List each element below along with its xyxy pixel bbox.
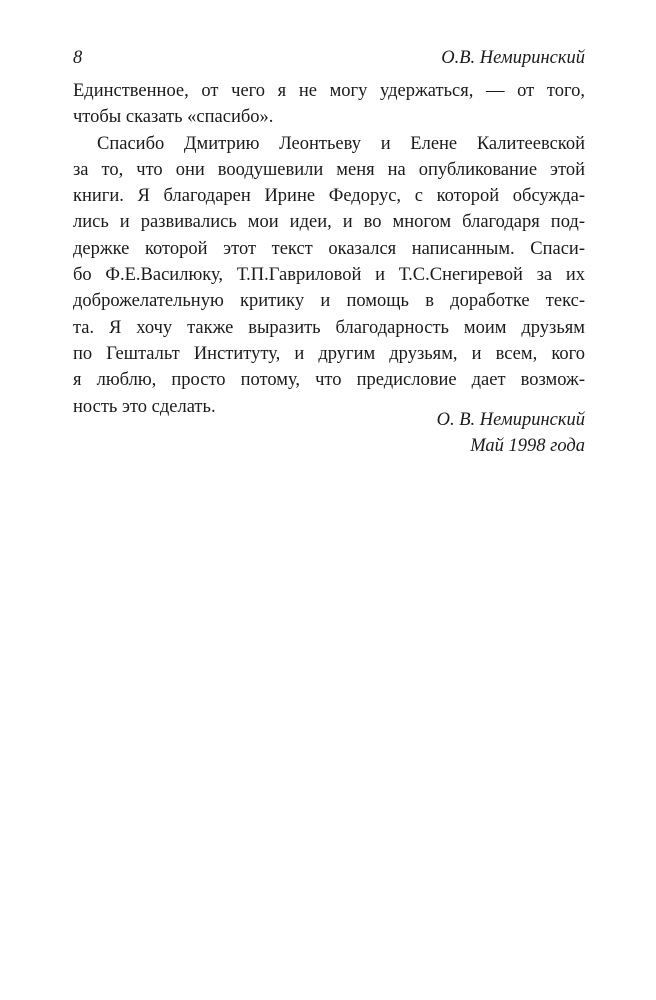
text-line: ность это сделать. [73,396,216,417]
text-line: книги. Я благодарен Ирине Федорус, с которой обсужда- [73,186,585,207]
running-head [73,44,585,72]
paragraph-1 [73,78,585,131]
text-line: бо Ф.Е.Василюку, Т.П.Гавриловой и Т.С.Снегиревой за их [73,265,585,286]
text-line: я люблю, просто потому, что предисловие дает возмож- [73,370,585,391]
text-line: Единственное, от чего я не могу удержаться, — от того, [73,81,585,101]
text-line: лись и развивались мои идеи, и во многом благодаря под- [73,212,585,233]
signature-block [437,407,585,460]
text-line: доброжелательную критику и помощь в доработке текс- [73,291,585,312]
text-line: держке которой этот текст оказался написанным. Спаси- [73,238,585,259]
page-number: 8 [73,48,83,68]
running-head-author: О.В. Немиринский [441,48,585,68]
signature-date: Май 1998 года [470,436,585,457]
paragraph-2 [73,131,585,420]
body-text [73,78,585,420]
signature-name: О. В. Немиринский [436,410,585,430]
text-line: за то, что они воодушевили меня на опубликование этой [73,159,585,180]
text-line: чтобы сказать «спасибо». [73,107,274,128]
text-line: по Гештальт Институту, и другим друзьям, и всем, кого [73,343,585,364]
text-line: та. Я хочу также выразить благодарность моим друзьям [73,317,585,338]
text-line: Спасибо Дмитрию Леонтьеву и Елене Калитеевской [97,133,585,154]
